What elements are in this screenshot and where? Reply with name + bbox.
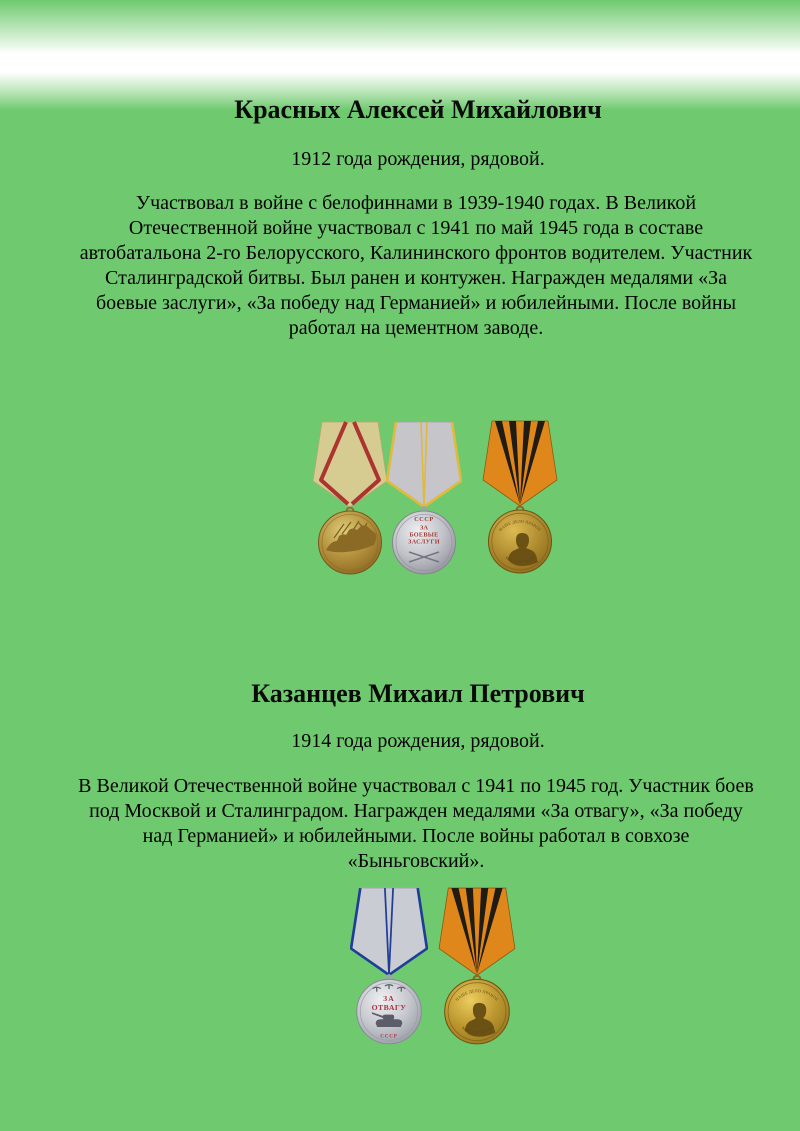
inscription-ussr: СССР <box>414 516 434 523</box>
medal-disc-bronze <box>319 511 382 574</box>
ribbon-grey-yellow <box>387 422 461 507</box>
inscription-boevye: БОЕВЫЕ <box>409 531 439 539</box>
ribbon-st-george <box>439 888 515 975</box>
biography-paragraph: Участвовал в войне с белофиннами в 1939-1940 годах. В Великой Отечественной войне участвовал с 1941 по май 1945 года в составе автобатальона 2-го Белорусского, Калининского фронтов водителем. Участник Сталинградской битвы. Был ранен и контужен. Награжден медалями «За боевые заслуги», «За победу над Германией» и юбилейными. После войны работал на цементном заводе. <box>79 192 753 339</box>
ribbon-grey-blue <box>351 888 427 975</box>
inscription-za: ЗА <box>383 993 395 1003</box>
inscription-victory-top: НАШЕ ДЕЛО ПРАВОЕ <box>497 518 543 533</box>
medal-for-courage-icon <box>350 886 428 1053</box>
birth-info-line: 1914 года рождения, рядовой. <box>291 730 545 752</box>
inscription-victory-bottom: МЫ ПОБЕДИЛИ <box>461 1025 493 1035</box>
medal-disc-gold-stalin <box>445 979 510 1044</box>
inscription-zaslugi: ЗАСЛУГИ <box>408 538 440 546</box>
inscription-victory-top: НАШЕ ДЕЛО ПРАВОЕ <box>454 988 500 1002</box>
inscription-victory-bottom: МЫ ПОБЕДИЛИ <box>504 554 536 565</box>
medal-disc-bronze-stalin <box>489 510 552 573</box>
medal-victory-over-germany-icon <box>438 886 516 1053</box>
ribbon-khaki-red <box>313 422 387 507</box>
birth-info-line: 1912 года рождения, рядовой. <box>291 148 545 170</box>
ribbon-st-george <box>483 421 557 506</box>
medal-defense-of-stalingrad-icon <box>312 420 388 583</box>
medal-for-battle-merit-icon <box>386 420 462 583</box>
inscription-ussr: СССР <box>380 1033 398 1040</box>
veteran-name-heading: Красных Алексей Михайлович <box>234 95 602 124</box>
biography-paragraph: В Великой Отечественной войне участвовал с 1941 по 1945 год. Участник боев под Москвой и Сталинградом. Награжден медалями «За отвагу», «За победу над Германией» и юбилейными. После войны работал в совхозе «Быньговский». <box>78 775 754 872</box>
medal-disc-silver-tank <box>357 979 422 1044</box>
veteran-name-heading: Казанцев Михаил Петрович <box>251 679 585 708</box>
medal-victory-over-germany-icon <box>482 419 558 582</box>
inscription-za: ЗА <box>420 524 428 532</box>
inscription-otvagu: ОТВАГУ <box>371 1003 407 1013</box>
medal-disc-silver <box>393 511 456 574</box>
